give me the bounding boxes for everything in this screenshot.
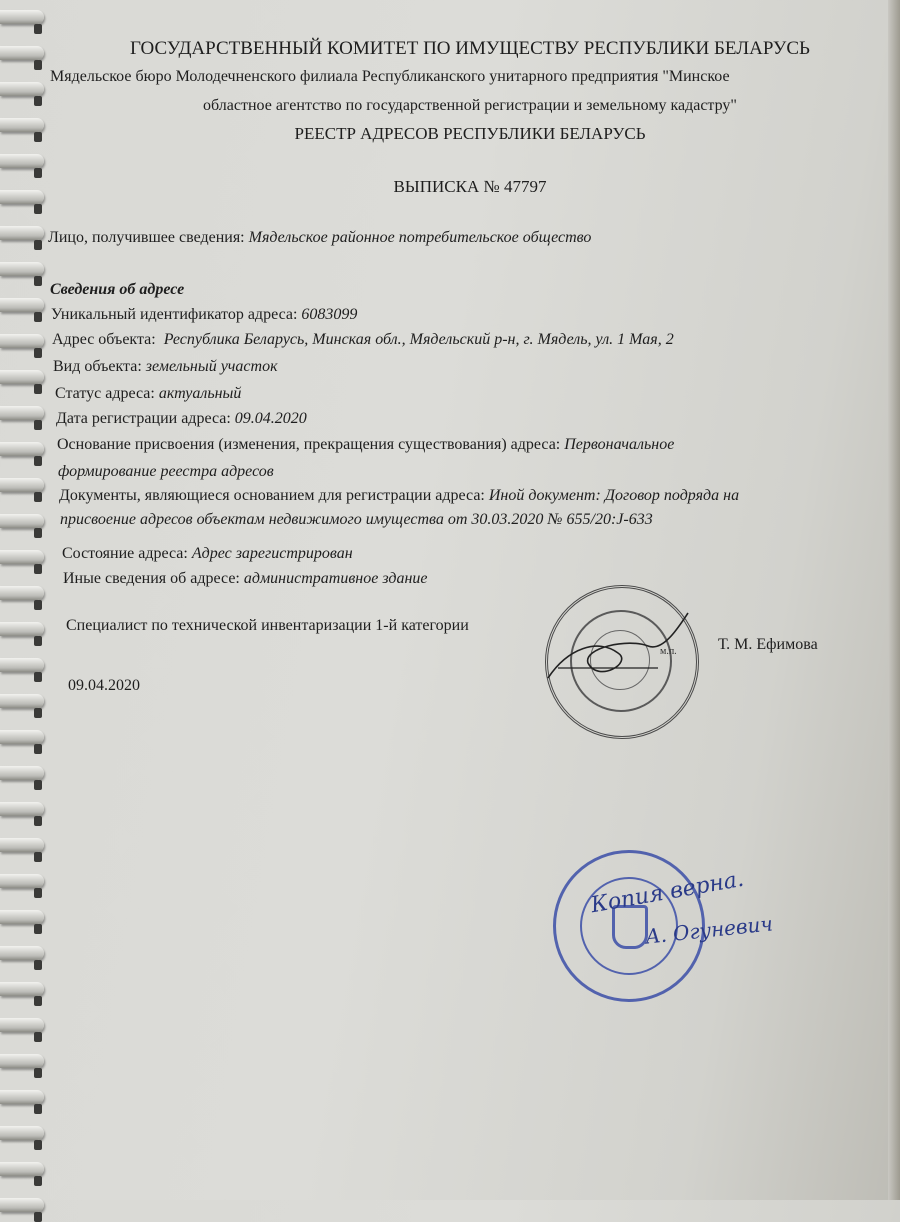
binding-ring — [0, 370, 44, 384]
binding-hole — [34, 348, 42, 358]
binding-hole — [34, 240, 42, 250]
bureau-line-2: областное агентство по государственной регистрации и земельному кадастру" — [203, 97, 737, 114]
signer-name: Т. М. Ефимова — [718, 636, 818, 653]
field-value: формирование реестра адресов — [58, 463, 274, 480]
binding-hole — [34, 1032, 42, 1042]
signature-scribble — [538, 608, 698, 708]
binding-ring — [0, 1018, 44, 1032]
field-value: актуальный — [158, 385, 242, 402]
binding-hole — [34, 672, 42, 682]
field-value: Адрес зарегистрирован — [191, 545, 353, 562]
binding-hole — [34, 1140, 42, 1150]
copy-handwriting: Копия верна. — [589, 866, 746, 919]
binding-hole — [34, 312, 42, 322]
binding-ring — [0, 946, 44, 960]
binding-ring — [0, 694, 44, 708]
binding-ring — [0, 1126, 44, 1140]
binding-ring — [0, 874, 44, 888]
field-label: Вид объекта: — [53, 358, 142, 375]
binding-hole — [34, 564, 42, 574]
binding-hole — [34, 1104, 42, 1114]
field-label: Уникальный идентификатор адреса: — [51, 306, 298, 323]
recipient-row — [48, 229, 591, 247]
binding-ring — [0, 586, 44, 600]
binding-ring — [0, 622, 44, 636]
binding-ring — [0, 658, 44, 672]
binding-hole — [34, 60, 42, 70]
field-value: Иной документ: Договор подряда на — [488, 487, 740, 504]
field-label: Состояние адреса: — [62, 545, 188, 562]
binding-ring — [0, 1198, 44, 1212]
binding-ring — [0, 298, 44, 312]
binding-hole — [34, 384, 42, 394]
binding-hole — [34, 780, 42, 790]
binding-hole — [34, 420, 42, 430]
binding-ring — [0, 442, 44, 456]
field-object-type — [53, 358, 278, 376]
binding-hole — [34, 1212, 42, 1222]
recipient-label: Лицо, получившее сведения: — [48, 229, 245, 246]
binding-ring — [0, 730, 44, 744]
binding-hole — [34, 852, 42, 862]
binding-hole — [34, 816, 42, 826]
registry-title: РЕЕСТР АДРЕСОВ РЕСПУБЛИКИ БЕЛАРУСЬ — [294, 124, 646, 143]
field-documents — [59, 487, 739, 505]
field-value: присвоение адресов объектам недвижимого имущества от 30.03.2020 № 655/20:J-633 — [60, 511, 653, 528]
field-label: Иные сведения об адресе: — [63, 570, 240, 587]
binding-hole — [34, 204, 42, 214]
binding-ring — [0, 118, 44, 132]
binding-hole — [34, 744, 42, 754]
binding-ring — [0, 910, 44, 924]
binding-ring — [0, 1162, 44, 1176]
extract-title: ВЫПИСКА № 47797 — [393, 177, 547, 196]
binding-ring — [0, 550, 44, 564]
recipient-value: Мядельское районное потребительское общество — [248, 229, 592, 246]
section-title: Сведения об адресе — [50, 281, 185, 298]
field-basis — [57, 436, 674, 454]
binding-ring — [0, 838, 44, 852]
binding-hole — [34, 888, 42, 898]
binding-hole — [34, 1068, 42, 1078]
official-stamp — [545, 585, 699, 739]
binding-hole — [34, 456, 42, 466]
committee-title: ГОСУДАРСТВЕННЫЙ КОМИТЕТ ПО ИМУЩЕСТВУ РЕСПУБЛИКИ БЕЛАРУСЬ — [130, 38, 810, 59]
bureau-line-1: Мядельское бюро Молодечненского филиала Республиканского унитарного предприятия "Минское — [50, 68, 730, 85]
binding-ring — [0, 514, 44, 528]
binding-hole — [34, 708, 42, 718]
field-basis-cont — [58, 463, 274, 481]
field-value: 6083099 — [301, 306, 358, 323]
field-documents-cont — [60, 511, 653, 529]
field-value: Республика Беларусь, Минская обл., Мядельский р-н, г. Мядель, ул. 1 Мая, 2 — [163, 331, 674, 348]
binding-ring — [0, 982, 44, 996]
binding-ring — [0, 766, 44, 780]
field-reg-date — [56, 410, 307, 428]
field-value: административное здание — [243, 570, 428, 587]
field-address — [52, 331, 674, 349]
signer-position: Специалист по технической инвентаризации 1-й категории — [66, 617, 469, 634]
field-label: Статус адреса: — [55, 385, 155, 402]
binding-ring — [0, 406, 44, 420]
binding-hole — [34, 924, 42, 934]
binding-hole — [34, 996, 42, 1006]
binding-ring — [0, 802, 44, 816]
binding-ring — [0, 46, 44, 60]
field-other — [63, 570, 427, 588]
field-uid — [51, 306, 357, 324]
binding-ring — [0, 478, 44, 492]
field-label: Документы, являющиеся основанием для регистрации адреса: — [59, 487, 485, 504]
binding-hole — [34, 528, 42, 538]
binding-ring — [0, 262, 44, 276]
binding-hole — [34, 1176, 42, 1186]
field-status — [55, 385, 241, 403]
binding-hole — [34, 636, 42, 646]
field-value: 09.04.2020 — [234, 410, 307, 427]
binding-ring — [0, 334, 44, 348]
field-value: Первоначальное — [564, 436, 675, 453]
document-date: 09.04.2020 — [68, 677, 140, 694]
field-value: земельный участок — [145, 358, 278, 375]
binding-ring — [0, 1054, 44, 1068]
binding-hole — [34, 24, 42, 34]
binding-hole — [34, 492, 42, 502]
binding-ring — [0, 10, 44, 24]
binding-ring — [0, 82, 44, 96]
binding-ring — [0, 226, 44, 240]
binding-ring — [0, 1090, 44, 1104]
binding-hole — [34, 276, 42, 286]
binding-ring — [0, 154, 44, 168]
binding-hole — [34, 960, 42, 970]
copy-signer: А. Огуневич — [644, 911, 774, 949]
binding-hole — [34, 600, 42, 610]
field-state — [62, 545, 353, 563]
binding-ring — [0, 190, 44, 204]
field-label: Основание присвоения (изменения, прекращения существования) адреса: — [57, 436, 561, 453]
stamp-mp-label: м.п. — [660, 646, 677, 657]
field-label: Адрес объекта: — [52, 331, 156, 348]
field-label: Дата регистрации адреса: — [56, 410, 231, 427]
